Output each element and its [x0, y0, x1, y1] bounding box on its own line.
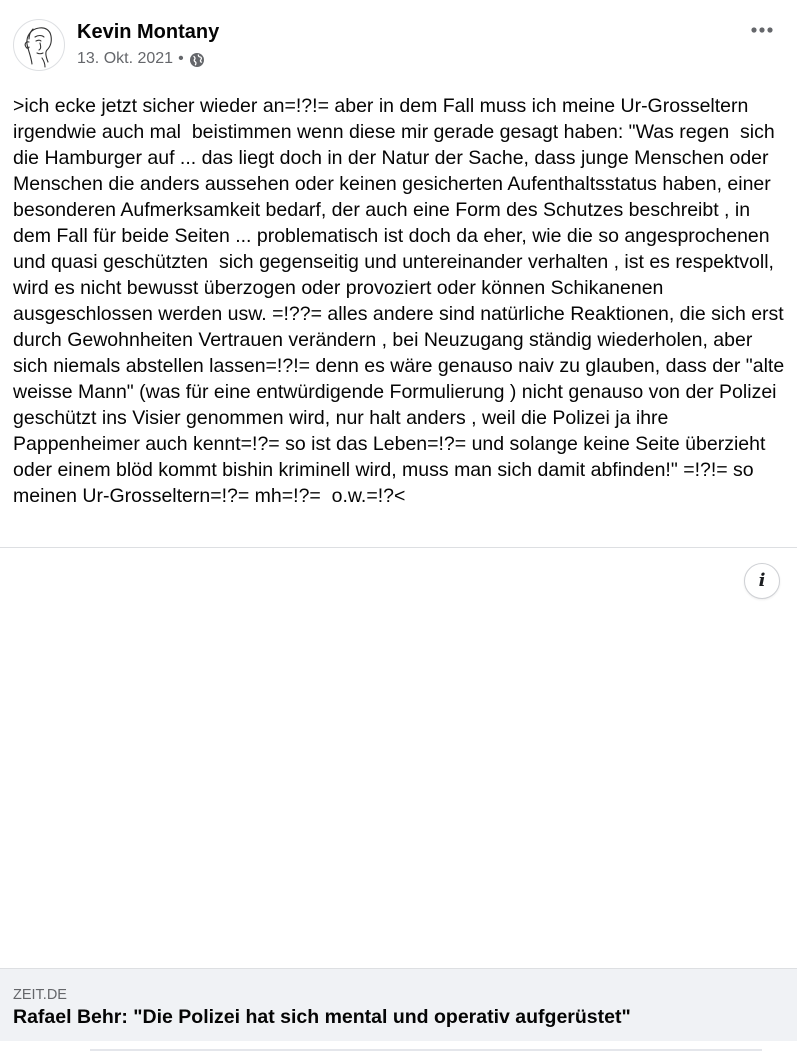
post-header: [0, 0, 797, 80]
info-icon: i: [758, 570, 766, 591]
globe-icon: [189, 52, 205, 68]
meta-separator: •: [178, 50, 184, 67]
author-name[interactable]: Kevin Montany: [77, 21, 220, 43]
link-media-area[interactable]: [0, 548, 797, 968]
link-title[interactable]: Rafael Behr: "Die Polizei hat sich mental und operativ aufgerüstet": [13, 1006, 631, 1028]
post-text: >ich ecke jetzt sicher wieder an=!?!= aber in dem Fall muss ich meine Ur-Grosseltern irgendwie auch mal beistimmen wenn diese mir gerade gesagt haben: "Was regen sich die Hamburger auf ... das liegt doch in der Natur der Sache, dass junge Menschen oder Menschen die anders aussehen oder keinen gesicherten Aufenthaltsstatus haben, einer besonderen Aufmerksamkeit bedarf, der auch eine Form des Schutzes beschreibt , in dem Fall für beide Seiten ... problematisch ist doch da eher, wie die so angesprochenen und quasi geschützten sich gegenseitig und untereinander verhalten , ist es respektvoll, wird es nicht bewusst überzogen oder provoziert oder können Schikanenen ausgeschlossen werden usw. =!??= alles andere sind natürliche Reaktionen, die sich erst durch Gewohnheiten Vertrauen verändern , bei Neuzugang ständig wiederholen, aber sich niemals abstellen lassen=!?!= denn es wäre genauso naiv zu glauben, dass der "alte weisse Mann" (was für eine entwürdigende Formulierung ) nicht genauso von der Polizei geschützt ins Visier genommen wird, nur halt anders , weil die Polizei ja ihre Pappenheimer auch kennt=!?= so ist das Leben=!?= und solange keine Seite überzieht oder einem blöd kommt bishin kriminell wird, muss man sich damit abfinden!" =!?!= so meinen Ur-Grosseltern=!?= mh=!?= o.w.=!?<: [13, 95, 790, 507]
avatar[interactable]: [13, 19, 65, 71]
link-domain: ZEIT.DE: [13, 987, 67, 1003]
more-horizontal-icon: [750, 26, 774, 34]
link-preview[interactable]: [0, 968, 797, 1041]
post-date[interactable]: 13. Okt. 2021: [77, 50, 174, 67]
post-meta: [77, 48, 205, 70]
avatar-sketch-icon: [14, 20, 64, 70]
more-options-button[interactable]: [740, 15, 784, 45]
info-button[interactable]: [744, 563, 780, 599]
